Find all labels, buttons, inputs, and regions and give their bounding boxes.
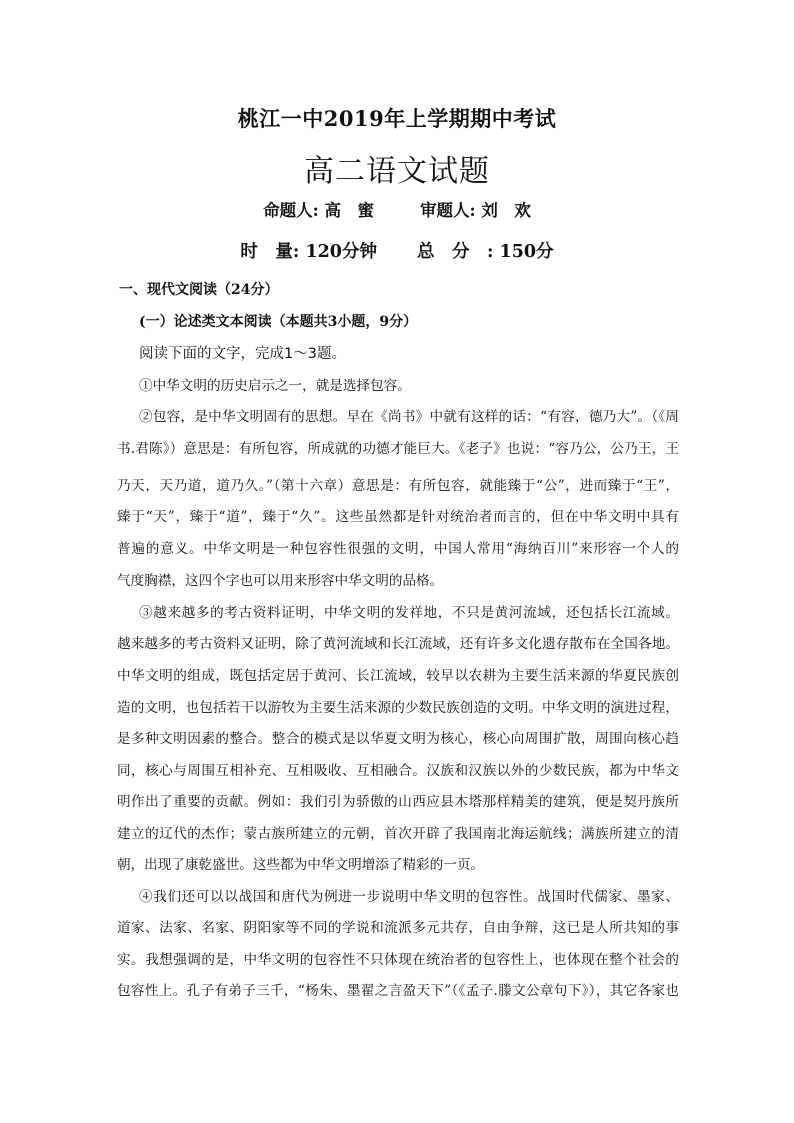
text-line: 越来越多的考古资料又证明，除了黄河流域和长江流域，还有许多文化遗存散布在全国各地。 xyxy=(117,636,679,652)
score-label: 总 分 : 150分 xyxy=(417,242,554,262)
setter-label: 命题人: 高 蜜 xyxy=(263,201,374,220)
text-line: 气度胸襟，这四个字也可以用来形容中华文明的品格。 xyxy=(117,573,444,589)
instruction: 阅读下面的文字，完成1～3题。 xyxy=(139,346,346,362)
text-line: 乃天，天乃道，道乃久。”（第十六章）意思是：有所包容，就能臻于“公”，进而臻于“王”， xyxy=(117,478,679,494)
reviewer-label: 审题人: 刘 欢 xyxy=(420,201,531,220)
text-line: 普遍的意义。中华文明是一种包容性很强的文明，中国人常用“海纳百川”来形容一个人的 xyxy=(117,541,679,557)
time-score-line xyxy=(0,238,794,263)
text-line: 造的文明，也包括若干以游牧为主要生活来源的少数民族创造的文明。中华文明的演进过程， xyxy=(117,700,679,716)
exam-title: 桃江一中2019年上学期期中考试 xyxy=(237,106,557,131)
text-line: 道家、法家、名家、阴阳家等不同的学说和流派多元共存，自由争辩，这已是人所共知的事 xyxy=(117,920,679,936)
text-line: 明作出了重要的贡献。例如：我们引为骄傲的山西应县木塔那样精美的建筑，便是契丹族所 xyxy=(117,794,679,810)
text-line: 同，核心与周围互相补充、互相吸收、互相融合。汉族和汉族以外的少数民族，都为中华文 xyxy=(117,763,679,779)
text-line: 包容性上。孔子有弟子三千，“杨朱、墨翟之言盈天下”（《孟子.滕文公章句下》），其它各家也 xyxy=(117,983,679,999)
section-subheading: (一）论述类文本阅读（本题共3小题，9分） xyxy=(139,314,418,330)
text-line: ③越来越多的考古资料证明，中华文明的发祥地，不只是黄河流域，还包括长江流域。 xyxy=(139,605,679,621)
subject-title: 高二语文试题 xyxy=(304,154,490,189)
text-line: 建立的辽代的杰作；蒙古族所建立的元朝，首次开辟了我国南北海运航线；满族所建立的清 xyxy=(117,826,679,842)
text-line: 实。我想强调的是，中华文明的包容性不只体现在统治者的包容性上，也体现在整个社会的 xyxy=(117,952,679,968)
text-line: 臻于“天”，臻于“道”，臻于“久”。这些虽然都是针对统治者而言的，但在中华文明中具有 xyxy=(117,509,679,525)
time-label: 时 量: 120分钟 xyxy=(240,242,377,262)
authors-line xyxy=(0,197,794,221)
text-line: ①中华文明的历史启示之一，就是选择包容。 xyxy=(139,378,411,394)
text-line: 中华文明的组成，既包括定居于黄河、长江流域，较早以农耕为主要生活来源的华夏民族创 xyxy=(117,668,679,684)
text-line: 是多种文明因素的整合。整合的模式是以华夏文明为核心，核心向周围扩散，周围向核心趋 xyxy=(117,731,679,747)
text-line: ②包容，是中华文明固有的思想。早在《尚书》中就有这样的话：“有容，德乃大”。（《周 xyxy=(139,409,679,425)
text-line: ④我们还可以以战国和唐代为例进一步说明中华文明的包容性。战国时代儒家、墨家、 xyxy=(139,889,679,905)
text-line: 书.君陈》）意思是：有所包容，所成就的功德才能巨大。《老子》也说：“容乃公，公乃王，王 xyxy=(117,441,679,457)
text-line: 朝，出现了康乾盛世。这些都为中华文明增添了精彩的一页。 xyxy=(117,857,485,873)
section-heading: 一、现代文阅读（24分） xyxy=(119,282,279,298)
